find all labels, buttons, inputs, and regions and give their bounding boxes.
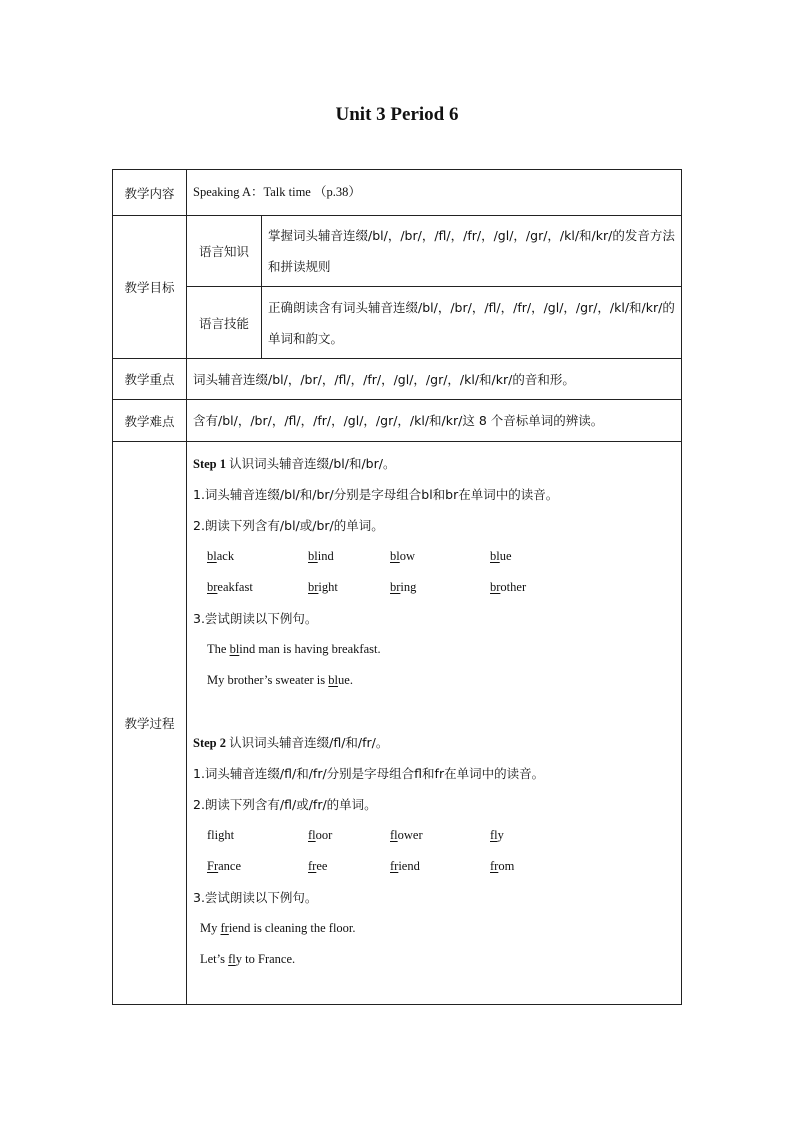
- label-key: 教学重点: [113, 359, 187, 400]
- value-goal-skill: 正确朗读含有词头辅音连缀/bl/，/br/，/fl/，/fr/，/gl/，/gr/，/kl/和/kr/的单词和韵文。: [262, 287, 682, 359]
- row-key: [113, 359, 682, 400]
- row-process: [113, 442, 682, 1005]
- label-goal-knowledge: 语言知识: [187, 216, 262, 287]
- spacer: [193, 696, 675, 727]
- label-process: 教学过程: [113, 442, 187, 1005]
- row-difficulty: [113, 400, 682, 442]
- word: breakfast: [207, 580, 253, 594]
- value-process: [187, 442, 682, 1005]
- word: from: [490, 859, 515, 873]
- step1-line2: 2.朗读下列含有/bl/或/br/的单词。: [193, 518, 384, 533]
- step2-heading-text: 认识词头辅音连缀/fl/和/fr/。: [229, 735, 389, 750]
- word: brother: [490, 580, 527, 594]
- step2-sentence2: Let’s fly to France.: [200, 952, 296, 966]
- word: flower: [390, 828, 423, 842]
- word: fly: [490, 828, 504, 842]
- word: friend: [390, 859, 420, 873]
- lesson-plan-table: [112, 169, 682, 1005]
- word: bright: [308, 580, 338, 594]
- step1-words-row2: [193, 572, 675, 603]
- step2-line1: 1.词头辅音连缀/fl/和/fr/分别是字母组合fl和fr在单词中的读音。: [193, 766, 545, 781]
- page-title: Unit 3 Period 6: [335, 104, 459, 125]
- step1-sentence2: My brother’s sweater is blue.: [207, 673, 353, 687]
- step2-line2: 2.朗读下列含有/fl/或/fr/的单词。: [193, 797, 377, 812]
- word: black: [207, 549, 235, 563]
- label-goal: 教学目标: [113, 216, 187, 359]
- step2-line3: 3.尝试朗读以下例句。: [193, 890, 318, 905]
- word: France: [207, 859, 242, 873]
- step2-words-row1: [193, 820, 675, 851]
- word: blue: [490, 549, 512, 563]
- step2-heading: [193, 727, 675, 758]
- word: free: [308, 859, 328, 873]
- step2-label: Step 2: [193, 736, 226, 750]
- value-goal-knowledge: 掌握词头辅音连缀/bl/，/br/，/fl/，/fr/，/gl/，/gr/，/kl/和/kr/的发音方法和拼读规则: [262, 216, 682, 287]
- word: blow: [390, 549, 416, 563]
- value-key: 词头辅音连缀/bl/，/br/，/fl/，/fr/，/gl/，/gr/，/kl/和/kr/的音和形。: [187, 359, 682, 400]
- value-content: Speaking A：Talk time （p.38）: [187, 170, 682, 216]
- step1-heading: [193, 448, 675, 479]
- step2-words-row2: [193, 851, 675, 882]
- word: floor: [308, 828, 333, 842]
- row-content: [113, 170, 682, 216]
- step1-sentence1: The blind man is having breakfast.: [207, 642, 381, 656]
- row-goal-skill: [113, 287, 682, 359]
- step1-heading-text: 认识词头辅音连缀/bl/和/br/。: [229, 456, 396, 471]
- label-difficulty: 教学难点: [113, 400, 187, 442]
- step2-sentence1: My friend is cleaning the floor.: [200, 921, 356, 935]
- step1-label: Step 1: [193, 457, 226, 471]
- label-content: 教学内容: [113, 170, 187, 216]
- step1-words-row1: [193, 541, 675, 572]
- label-goal-skill: 语言技能: [187, 287, 262, 359]
- step1-line1: 1.词头辅音连缀/bl/和/br/分别是字母组合bl和br在单词中的读音。: [193, 487, 559, 502]
- row-goal-knowledge: [113, 216, 682, 287]
- step1-line3: 3.尝试朗读以下例句。: [193, 611, 318, 626]
- word: blind: [308, 549, 334, 563]
- value-difficulty: 含有/bl/，/br/，/fl/，/fr/，/gl/，/gr/，/kl/和/kr/这 8 个音标单词的辨读。: [187, 400, 682, 442]
- word: flight: [207, 828, 235, 842]
- word: bring: [390, 580, 417, 594]
